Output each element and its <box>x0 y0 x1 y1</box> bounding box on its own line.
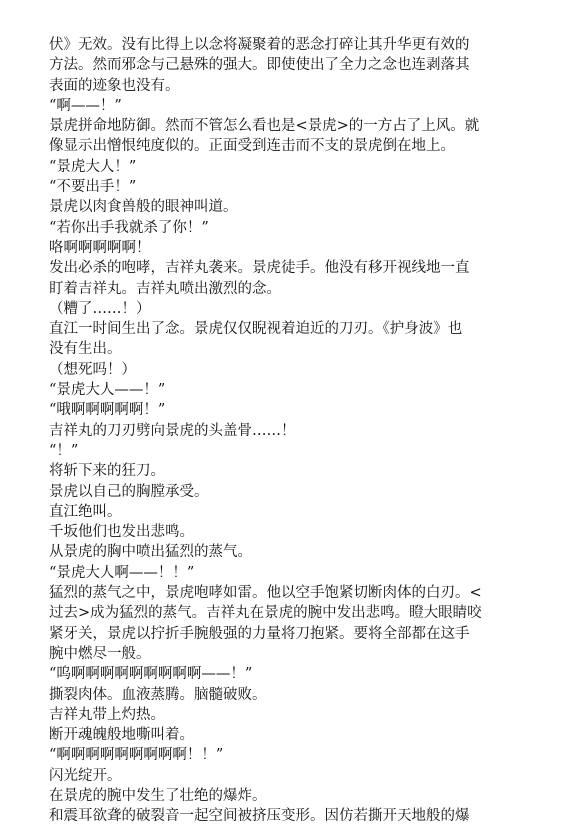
text-line: 盯着吉祥丸。吉祥丸喷出激烈的念。 <box>49 280 281 297</box>
text-line: （糟了……！） <box>49 300 151 317</box>
text-line: “不要出手！” <box>49 179 137 196</box>
text-line: 咯啊啊啊啊啊！ <box>49 239 151 256</box>
text-line: 将斩下来的狂刀。 <box>49 463 165 480</box>
text-line: “景虎大人啊——！！” <box>49 564 195 581</box>
text-line: “！” <box>49 442 79 459</box>
text-line: “景虎大人！” <box>49 158 137 175</box>
text-line: “啊啊啊啊啊啊啊啊啊！！” <box>49 747 224 764</box>
text-line: 没有生出。 <box>49 341 122 358</box>
text-line: 伏》无效。没有比得上以念将凝聚着的恶念打碎让其升华更有效的 <box>49 37 470 53</box>
document-page <box>49 35 539 827</box>
text-line: 紧牙关，景虎以拧折手腕般强的力量将刀抱紧。要将全部都在这手 <box>49 625 470 642</box>
text-line: “哦啊啊啊啊啊！” <box>49 402 166 419</box>
text-line: 直江一时间生出了念。景虎仅仅睨视着迫近的刀刃。《护身波》也 <box>49 321 463 338</box>
text-line: 从景虎的胸中喷出猛烈的蒸气。 <box>49 544 252 561</box>
text-line: 景虎拼命地防御。然而不管怎么看也是<景虎>的一方占了上风。就 <box>49 118 480 135</box>
text-line: 千坂他们也发出悲鸣。 <box>49 524 194 541</box>
text-line: （想死吗！） <box>49 361 136 378</box>
text-line: “啊——！” <box>49 97 122 114</box>
text-line: 景虎以肉食兽般的眼神叫道。 <box>49 199 238 216</box>
text-line: 闪光绽开。 <box>49 767 122 784</box>
text-line: 过去>成为猛烈的蒸气。吉祥丸在景虎的腕中发出悲鸣。瞪大眼睛咬 <box>49 605 482 622</box>
text-line: “若你出手我就杀了你！” <box>49 219 209 236</box>
text-line: 和震耳欲聋的破裂音一起空间被挤压变形。因仿若撕开天地般的爆 <box>49 808 470 825</box>
text-line: 发出必杀的咆哮，吉祥丸袭来。景虎徒手。他没有移开视线地一直 <box>49 260 470 277</box>
text-line: 撕裂肉体。血液蒸腾。脑髓破败。 <box>49 686 267 703</box>
text-line: 在景虎的腕中发生了壮绝的爆炸。 <box>49 787 267 804</box>
text-line: 腕中燃尽一般。 <box>49 645 151 662</box>
text-line: 景虎以自己的胸膛承受。 <box>49 483 209 500</box>
text-line: “呜啊啊啊啊啊啊啊啊啊——！” <box>49 666 253 683</box>
text-line: 断开魂魄般地嘶叫着。 <box>49 727 194 744</box>
text-line: 方法。然而邪念与己悬殊的强大。即使使出了全力之念也连剥落其 <box>49 57 470 74</box>
text-line: 直江绝叫。 <box>49 503 122 520</box>
text-line: 表面的迹象也没有。 <box>49 77 180 94</box>
text-line: 吉祥丸的刀刃劈向景虎的头盖骨……！ <box>49 422 296 439</box>
text-line: 猛烈的蒸气之中，景虎咆哮如雷。他以空手饱紧切断肉体的白刃。< <box>49 585 482 602</box>
text-line: “景虎大人——！” <box>49 382 166 399</box>
text-line: 像显示出憎恨纯度似的。正面受到连击而不支的景虎倒在地上。 <box>49 138 455 155</box>
text-line: 吉祥丸带上灼热。 <box>49 706 165 723</box>
